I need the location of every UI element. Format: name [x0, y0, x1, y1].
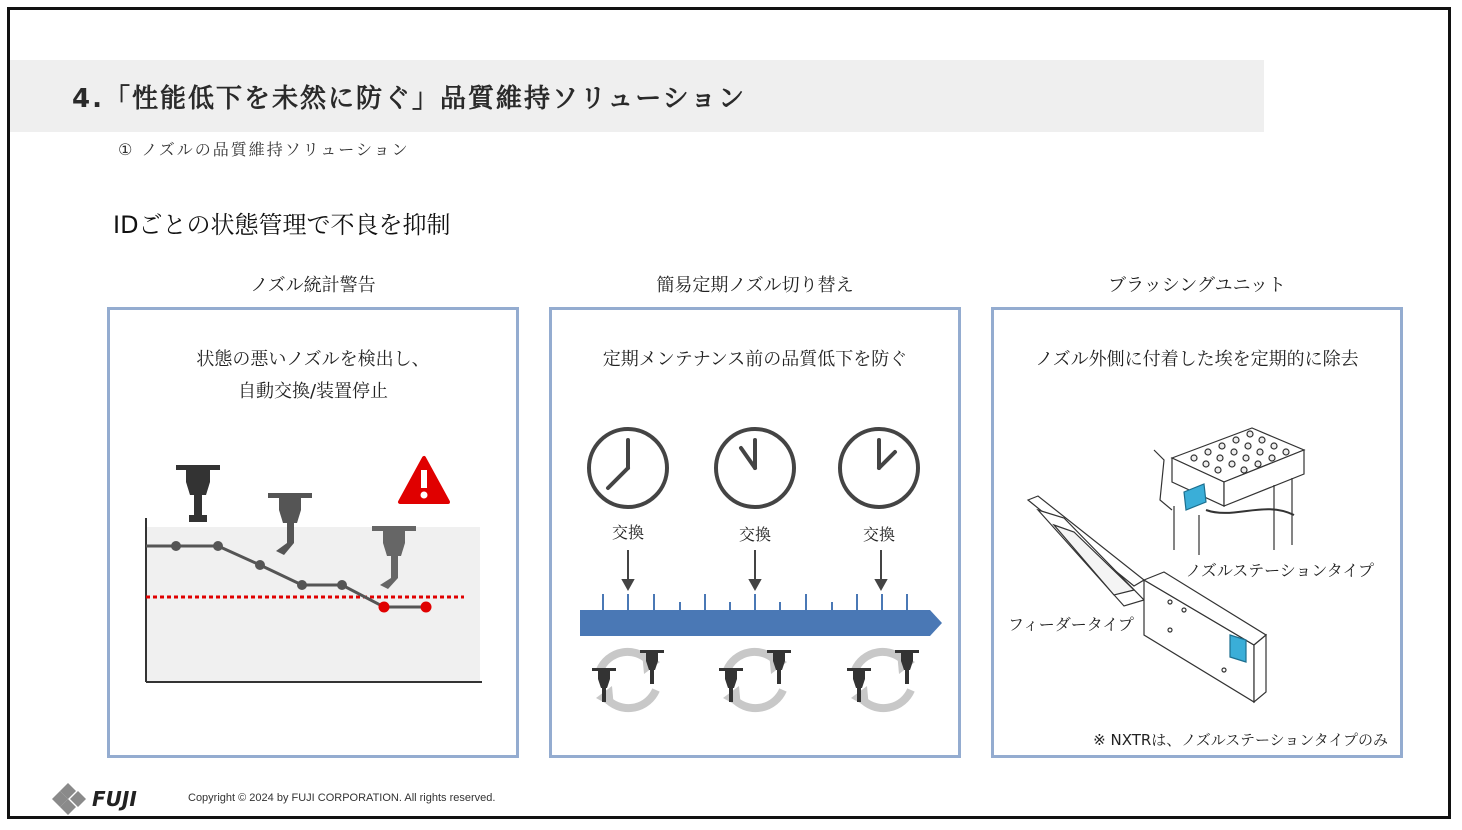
data-point — [213, 541, 223, 551]
data-point — [337, 580, 347, 590]
nozzle-degradation-diagram — [110, 310, 516, 755]
data-point — [255, 560, 265, 570]
periodic-switch-diagram — [552, 310, 958, 755]
warning-triangle-icon — [400, 458, 448, 502]
brushing-unit-diagram — [994, 310, 1400, 755]
fuji-logo — [52, 781, 182, 815]
panel-desc-line2: 自動交換/装置停止 — [237, 381, 389, 402]
data-point-alert — [421, 602, 432, 613]
label-station-type: ノズルステーションタイプ — [1185, 561, 1374, 580]
replace-label: 交換 — [738, 525, 772, 544]
clock-icon — [589, 429, 667, 507]
panel-desc-line1: 状態の悪いノズルを検出し、 — [196, 349, 430, 370]
note-nxtr: ※ NXTRは、ノズルステーションタイプのみ — [1093, 731, 1388, 749]
panel-desc: 定期メンテナンス前の品質低下を防ぐ — [602, 349, 908, 370]
panel-brushing-unit — [991, 307, 1403, 758]
clock-icon — [840, 429, 918, 507]
data-point-alert — [379, 602, 390, 613]
data-point — [297, 580, 307, 590]
copyright: Copyright © 2024 by FUJI CORPORATION. All rights reserved. — [188, 792, 496, 804]
replace-label: 交換 — [611, 523, 645, 542]
swap-cycle-icon — [847, 650, 919, 708]
feeder-illustration — [1028, 496, 1266, 702]
slide-subtitle: ① ノズルの品質維持ソリューション — [118, 140, 410, 159]
swap-cycle-icon — [719, 650, 791, 708]
data-point — [171, 541, 181, 551]
panel-nozzle-statistics — [107, 307, 519, 758]
clock-icon — [716, 429, 794, 507]
column-title-brushing-unit: ブラッシングユニット — [1108, 275, 1286, 296]
swap-cycle-icon — [592, 650, 664, 708]
label-feeder-type: フィーダータイプ — [1008, 615, 1134, 634]
column-title-periodic-switch: 簡易定期ノズル切り替え — [656, 275, 854, 296]
slide-title: 4.「性能低下を未然に防ぐ」品質維持ソリューション — [72, 84, 747, 114]
panel-desc: ノズル外側に付着した埃を定期的に除去 — [1035, 349, 1359, 370]
nozzle-station-illustration — [1154, 428, 1304, 555]
brush-highlight — [1230, 635, 1246, 662]
column-title-nozzle-statistics: ノズル統計警告 — [250, 275, 376, 296]
logo-text: FUJI — [92, 787, 137, 811]
timeline-bar — [580, 610, 942, 636]
panel-periodic-switch — [549, 307, 961, 758]
timeline-ticks — [603, 594, 907, 610]
headline: IDごとの状態管理で不良を抑制 — [113, 211, 451, 239]
nozzle-icon — [176, 465, 220, 522]
replace-label: 交換 — [862, 525, 896, 544]
down-arrows — [623, 550, 886, 589]
